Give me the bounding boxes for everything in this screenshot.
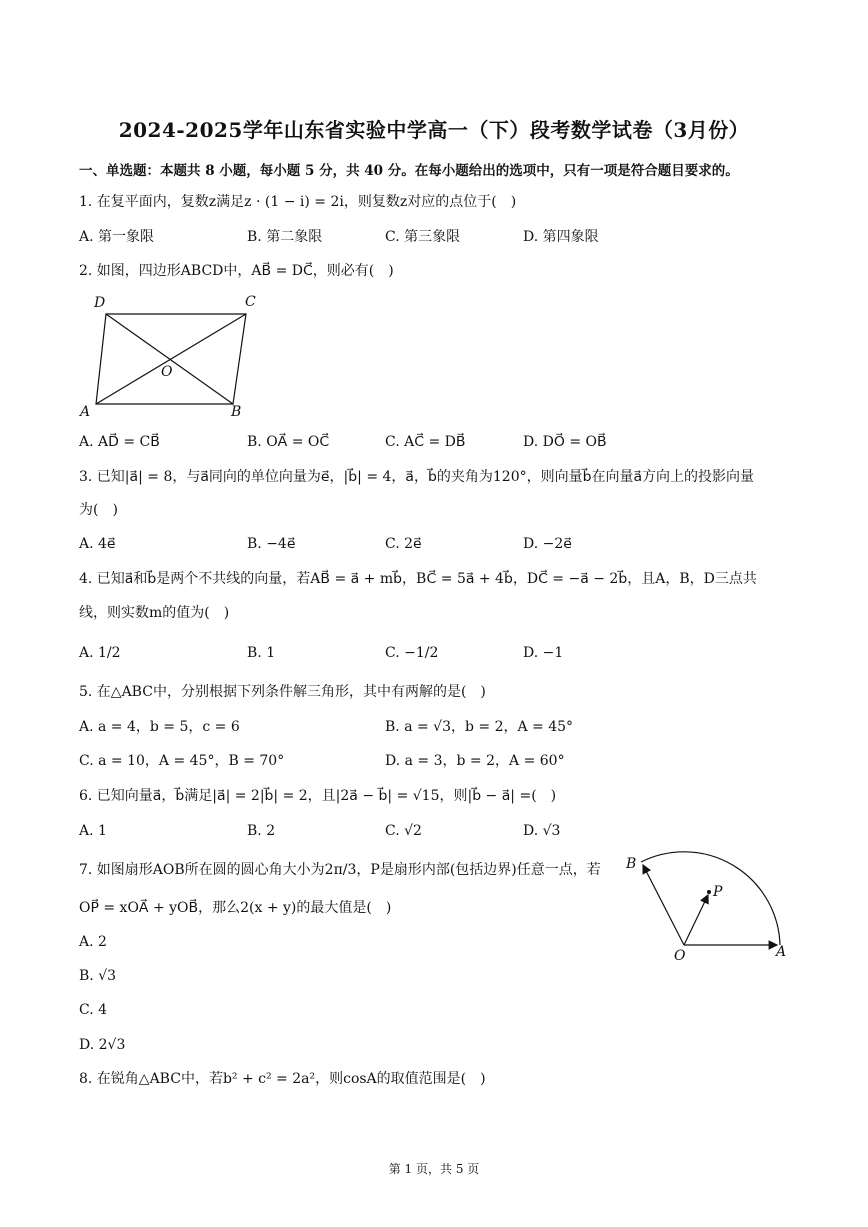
q4-option-a: A. 1/2: [79, 645, 121, 661]
question-8-stem: 8. 在锐角△ABC中，若b² + c² = 2a²，则cosA的取值范围是( ): [79, 1071, 486, 1087]
label-p: P: [713, 884, 723, 900]
q1-option-b: B. 第二象限: [247, 229, 323, 245]
label-o: O: [161, 364, 173, 380]
label-a: A: [776, 944, 787, 960]
label-o: O: [674, 948, 686, 963]
section-heading: 一、单选题：本题共 8 小题，每小题 5 分，共 40 分。在每小题给出的选项中，只有一项是符合题目要求的。: [79, 163, 739, 179]
q6-option-d: D. √3: [523, 823, 561, 839]
q5-option-a: A. a = 4，b = 5，c = 6: [79, 719, 240, 735]
q7-option-b: B. √3: [79, 968, 117, 984]
q3-option-b: B. −4e⃗: [247, 536, 296, 552]
diagonal-db: [106, 314, 233, 404]
q7-option-c: C. 4: [79, 1002, 108, 1018]
question-3-stem-line2: 为( ): [79, 502, 118, 518]
diagonal-ca: [96, 314, 246, 404]
q6-option-c: C. √2: [385, 823, 422, 839]
label-a: A: [80, 404, 91, 420]
vector-op: [684, 895, 708, 945]
label-c: C: [245, 294, 256, 310]
question-2-stem: 2. 如图，四边形ABCD中，AB⃗ = DC⃗，则必有( ): [79, 263, 394, 279]
page-title: 2024-2025学年山东省实验中学高一（下）段考数学试卷（3月份）: [118, 118, 750, 142]
q7-option-a: A. 2: [79, 934, 107, 950]
point-p: [707, 890, 711, 894]
sector-arc: [641, 852, 780, 945]
q5-option-d: D. a = 3，b = 2，A = 60°: [385, 753, 565, 769]
parallelogram-figure: [78, 290, 278, 422]
question-6-stem: 6. 已知向量a⃗，b⃗满足|a⃗| = 2|b⃗| = 2，且|2a⃗ − b⃗| = √15，则|b⃗ − a⃗| =( ): [79, 788, 557, 804]
q1-option-c: C. 第三象限: [385, 229, 461, 245]
question-1-stem: 1. 在复平面内，复数z满足z · (1 − i) = 2i，则复数z对应的点位于( ): [79, 194, 517, 210]
q6-option-a: A. 1: [79, 823, 107, 839]
label-b: B: [626, 856, 637, 872]
q4-option-b: B. 1: [247, 645, 276, 661]
vector-ob: [643, 865, 684, 945]
q6-option-b: B. 2: [247, 823, 276, 839]
q5-option-c: C. a = 10，A = 45°，B = 70°: [79, 753, 285, 769]
q4-option-c: C. −1/2: [385, 645, 439, 661]
q2-option-d: D. DO⃗ = OB⃗: [523, 434, 607, 450]
q1-option-d: D. 第四象限: [523, 229, 599, 245]
q2-option-c: C. AC⃗ = DB⃗: [385, 434, 466, 450]
q3-option-c: C. 2e⃗: [385, 536, 422, 552]
label-b: B: [231, 404, 242, 420]
page-footer: 第 1 页，共 5 页: [388, 1162, 480, 1176]
question-4-stem-line2: 线，则实数m的值为( ): [79, 605, 230, 621]
q7-option-d: D. 2√3: [79, 1037, 126, 1053]
q3-option-d: D. −2e⃗: [523, 536, 572, 552]
question-3-stem-line1: 3. 已知|a⃗| = 8，与a⃗同向的单位向量为e⃗，|b⃗| = 4，a⃗，b⃗的夹角为120°，则向量b⃗在向量a⃗方向上的投影向量: [79, 469, 755, 485]
question-4-stem-line1: 4. 已知a⃗和b⃗是两个不共线的向量，若AB⃗ = a⃗ + mb⃗，BC⃗ = 5a⃗ + 4b⃗，DC⃗ = −a⃗ − 2b⃗，且A，B，D三点共: [79, 571, 757, 587]
q4-option-d: D. −1: [523, 645, 564, 661]
q2-option-b: B. OA⃗ = OC⃗: [247, 434, 330, 450]
q3-option-a: A. 4e⃗: [79, 536, 116, 552]
sector-figure: [620, 848, 800, 963]
q2-option-a: A. AD⃗ = CB⃗: [79, 434, 160, 450]
question-7-stem-line1: 7. 如图扇形AOB所在圆的圆心角大小为2π/3，P是扇形内部(包括边界)任意一点，若: [79, 862, 601, 878]
question-5-stem: 5. 在△ABC中，分别根据下列条件解三角形，其中有两解的是( ): [79, 684, 486, 700]
q5-option-b: B. a = √3，b = 2，A = 45°: [385, 719, 574, 735]
question-7-stem-line2: OP⃗ = xOA⃗ + yOB⃗，那么2(x + y)的最大值是( ): [79, 900, 392, 916]
label-d: D: [94, 295, 106, 311]
q1-option-a: A. 第一象限: [79, 229, 155, 245]
